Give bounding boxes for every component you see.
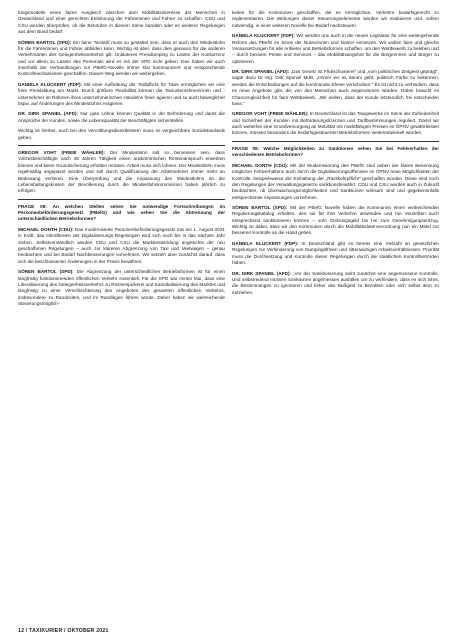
intro-paragraph: tungsmodelle einen fairen Ausgleich zwischen dem Mobilitätsinteresse der Menschen in Deutschland und einer gerechten Entlohnung der Fahrerinnen und Fahrer zu schaffen. CDU und CSU werden überprüfen, ob die Behörden in diesem Sinne handeln oder es weiterer Regelungen aus dem Bund bedarf. bbox=[18, 10, 225, 35]
answer-text: Mit der Modernisierung des PBefG sind neben der klaren Benennung möglicher Fehlverhaltens auch durch die Digitalisierungsoffensive im ÖPNV neue Möglichkeiten der Kontrolle, beispielsweise der Einhaltung der „Rückkehrpflicht" geschaffen worden. Diese sind noch den Regelungen der Verwaltungsgesetze sanktionsbewährt. CDU und CSU werden auch in Zukunft beobachten, ob Überwachungsmöglichkeiten und Sanktionen wirksam sind und gegebenenfalls entsprechende Anpassungen vornehmen. bbox=[232, 162, 439, 200]
speaker-name: MICHAEL DONTH (CDU): bbox=[18, 226, 74, 232]
answer-paragraph bbox=[232, 111, 439, 136]
answers-block-3 bbox=[18, 227, 225, 307]
answer-text: Wir werden uns auch in der neuen Legislatur für eine weitergehende Reform des PBefG im Sinne der Nutzerinnen und Nutzer einsetzen. Wir wollen faire und gleiche Voraussetzungen für alle Anbieter und Betriebsformen schaffen, um den Wettbewerb zu beleben und – durch bessere Preise und Services – das Mobilitätsangebot für die Bürgerinnen und Bürger zu optimieren. bbox=[232, 33, 439, 64]
speaker-name: DANIELA KLUCKERT (FDP): bbox=[232, 33, 295, 39]
answer-paragraph bbox=[232, 69, 439, 107]
page-footer: 12 / TAXIKURIER / OKTOBER 2021 bbox=[18, 628, 109, 634]
answer-text: Das modernisierte Personenbeförderungsgesetz trat am 1. August 2021 in Kraft, das Inkrafttreten der Digitalisierungs-Regelungen wird sich noch bis in das nächste Jahr ziehen. Selbstverständlich werden CDU und CSU die Marktentwicklung angesichts der neu geschaffenen Regelungen – auch zur klareren Abgrenzung von Taxi und Mietwagen – genau beobachten und bei Bedarf Nachbesserungen vornehmen. Wir setzten aber zunächst darauf, dass sich die beschlossenen Änderungen in der Praxis bewähren. bbox=[18, 226, 225, 264]
answer-text: Wichtig ist hierbei, auch bei den Vermittlungsdienstleistern muss es vergleichbare Sozialstandards geben. bbox=[18, 128, 225, 140]
answer-text: Nur gute Löhne können Qualität in der Beförderung und damit die Ansprüche der Kunden, sowie die Lebensqualität der Beschäftigten sicherstellen. bbox=[18, 111, 225, 123]
speaker-name: DR. DIRK SPANIEL (AFD): bbox=[232, 270, 292, 276]
divider bbox=[18, 145, 225, 146]
answer-text: „Vor der Sanktionierung steht zunächst eine angemessene Kontrolle. Und selbstredend müssen Sanktionen angemessen ausfallen um zu verhindern, dass es sich lohnt, die Bestimmungen zu ignorieren und lieber das Bußgeld zu bezahlen oder sich selbst dem zu entziehen. bbox=[232, 270, 439, 295]
answers-block-5 bbox=[232, 163, 439, 296]
answer-text: In Deutschland ist das Taxigewerbe im Sinne der Zufriedenheit und Sicherheit der Kunden mit Beförderungslizenzen und Tarifbestimmungen reguliert. Damit wir auch weiterhin eine Grundversorgung an Mobilität mit marktfähigen Preisen im ÖPNV gewährleisten können, müssen besonders die bedarfsgesteuerten Betriebsformen weiterentwickelt werden. bbox=[232, 111, 439, 136]
speaker-name: DANIELA KLUCKERT (FDP): bbox=[232, 240, 299, 246]
answer-text: keiten für die Kommunen geschaffen, die es ermöglichen, Verkehre bedarfsgerecht zu reglementieren. Die Wirkungen dieser Steuerungselemente werden wir evaluieren und, sofern notwendig, in einer weiteren Novelle bei Bedarf nachsteuern. bbox=[232, 10, 439, 28]
speaker-name: GREGOR VOHT (FREIE WÄHLER): bbox=[18, 150, 106, 156]
speaker-name: DANIELA KLUCKERT (FDP): bbox=[18, 81, 83, 87]
answer-paragraph bbox=[18, 269, 225, 307]
answer-paragraph bbox=[18, 150, 225, 194]
answer-text: Die Abgrenzung der unterschiedlichen Betriebsformen ist für einen langfristig funktionierenden öffentlichen Verkehr essentiell. Für die SPD war immer klar, dass eine Liberalisierung des Gelegenheitsverkehrs zu Rosinenpickerei und Kannibalisierung des Marktes und langfristig zu einer Verschlechterung des Angebotes des gesamten öffentlichen Verkehrs, insbesondere zu Randzeiten, und im Randlagen führen würde. Daher haben wir weitreichende Steuerungsmöglich- bbox=[18, 269, 225, 306]
answer-text: Ein fairer Taxitarif muss so gestaltet sein, dass er auch den Mindestlohn für die Fahrerinnen und Fahrer abbilden kann. Wichtig ist aber, dass dies genauso für die anderen Verkehrsarten des Gelegenheitsverkehrs gilt. Unlauteres Preisdumping zu Lasten der Konkurrenz und vor allem zu Lasten des Personals wird es mit der SPD nicht geben. Das haben wir auch innerhalb der Verhandlungen zur PBefG-Novelle immer klar kommuniziert und entsprechende Kontrollmechanismen geschaffen. Diesen Weg werden wir weitergehen. bbox=[18, 39, 225, 77]
answer-paragraph bbox=[232, 271, 439, 296]
answers-block-4 bbox=[232, 10, 439, 137]
speaker-name: SÖREN BARTOL (SPD): bbox=[232, 205, 288, 211]
answer-paragraph bbox=[232, 33, 439, 65]
answer-paragraph bbox=[232, 10, 439, 29]
speaker-name: GREGOR VOHT (FREIE WÄHLER): bbox=[232, 111, 309, 117]
speaker-name: MICHAEL DONTH (CDU): bbox=[232, 162, 289, 168]
right-column bbox=[232, 10, 439, 300]
speaker-name: SÖREN BARTOL (SPD): bbox=[18, 39, 72, 45]
answer-text: Der Mindestlohn soll so bemessen sein, dass Vollzeitbeschäftigte nach 45 Jahren Tätigkeit einen auskömmlichen Rentenanspruch erwerben können und keine Grundsicherung erhalten müssen. Arbeit muss sich lohnen. Der Mindestlohn muss regelmäßig angepasst werden und soll durch Qualifizierung der Arbeitnehmer immer mehr an Bedeutung verlieren. Eine Überprüfung und die Anpassung des Mindestlohns an die Lebenshaltungskosten der Bevölkerung durch die Mindestlohnkommission haben jährlich zu erfolgen. bbox=[18, 150, 225, 194]
answer-text: In Deutschland gibt es bereits eine Vielzahl an gesetzlichen Regelungen zur Verhinderung von Dumpinglöhnen und sittenwidrigen Arbeitsverhältnissen. Priorität muss die Durchsetzung und Kontrolle dieser Regelungen durch die staatlichen Kontrollbehörden haben. bbox=[232, 240, 439, 265]
question-heading: FRAGE 09: Welche Möglichkeiten zu Sanktionen sehen Sie bei Fehlverhalten der verschiedenen Betriebsformen? bbox=[232, 145, 439, 158]
question-heading: FRAGE 08: An welchen Stellen sehen Sie notwendige Fortschreibungen im Personenbeförderungsgesetz (PBefG) und wie sehen Sie die Abtrennung der unterschiedlichen Betriebsformen? bbox=[18, 203, 225, 222]
answer-paragraph bbox=[18, 111, 225, 124]
answers-block-1 bbox=[18, 40, 225, 141]
answer-paragraph bbox=[232, 241, 439, 266]
speaker-name: SÖREN BARTOL (SPD): bbox=[18, 269, 74, 275]
answer-paragraph bbox=[232, 205, 439, 237]
answer-paragraph bbox=[232, 163, 439, 201]
answer-paragraph bbox=[18, 40, 225, 78]
divider bbox=[18, 199, 225, 200]
speaker-name: DR. DIRK SPANIEL (AFD): bbox=[232, 69, 290, 75]
answer-paragraph bbox=[18, 128, 225, 141]
answers-block-2 bbox=[18, 150, 225, 194]
speaker-name: DR. DIRK SPANIEL (AFD): bbox=[18, 111, 79, 117]
answer-paragraph bbox=[18, 227, 225, 265]
answer-paragraph bbox=[18, 82, 225, 107]
left-column bbox=[18, 10, 225, 311]
answer-text: Mit einer Aufhebung der Tarifpflicht für Taxis ermöglichen wir eine freie Preisbildung am Markt. Durch größere Flexibilität können die Taxiunternehmerinnen und -unternehmer im Rahmen ihres unternehmerischen Handelns freier agieren und so auch beweglicher bspw. auf Änderungen des Mindestlohns reagieren. bbox=[18, 81, 225, 106]
answer-text: Mit der PBefG Novelle haben die Kommunen einen weitreichenden Regulierungskatalog erhalten, den sie für ihre Verkehre anwenden und bei Verstößen auch entsprechend sanktionieren können – vom Ordnungsgeld bis hin zum Genehmigungsentzug. Wichtig ist dabei, dass wir den Kommunen durch die Mobilitätsdatenverordnung nun ein Mittel zur besseren Kontrolle an die Hand geben. bbox=[232, 205, 439, 236]
answer-text: „Das Gesetz ist Flickschusterei" und „vom politischen Zeitgeist geprägt", sagte dazu Dr.-Ing. Dirk Spaniel MdB. „Immer wo es darum geht, politisch Farbe zu bekennen, werden die Entscheidungen auf die kommunale Ebene verschoben." Es ist nicht zu verhindern, dass es neue Angebote gibt, die von den Menschen auch angenommen würden. Daher braucht es Chancengleichheit für faire Wettbewerb. „Wir wollen, dass der Kunde letztendlich frei entscheiden kann." bbox=[232, 69, 440, 106]
divider bbox=[232, 141, 439, 142]
